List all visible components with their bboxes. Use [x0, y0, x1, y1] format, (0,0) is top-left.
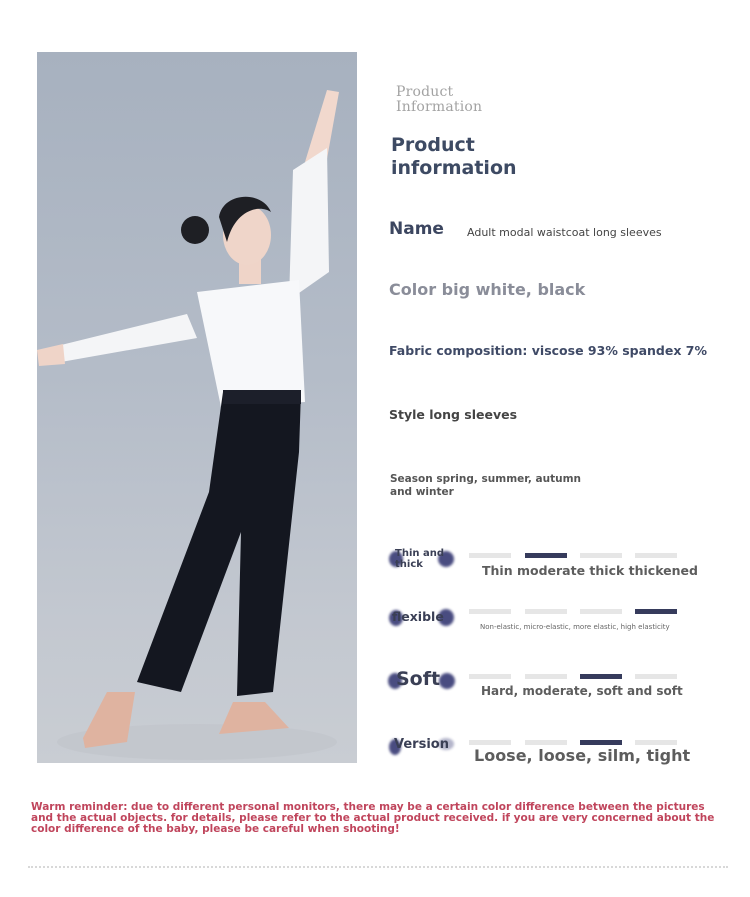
marker-dot — [439, 673, 455, 689]
level-bar — [580, 553, 622, 558]
level-bar — [635, 740, 677, 745]
level-bar — [525, 609, 567, 614]
level-bar — [525, 740, 567, 745]
level-bar — [635, 674, 677, 679]
attribute-row-elasticity — [386, 605, 726, 637]
level-bar-active — [635, 609, 677, 614]
attribute-description: Loose, loose, silm, tight — [474, 746, 691, 765]
color-info: Color big white, black — [389, 280, 586, 299]
level-bar — [635, 553, 677, 558]
attribute-description: Hard, moderate, soft and soft — [481, 684, 683, 698]
level-bar — [469, 553, 511, 558]
product-photo — [37, 52, 357, 763]
name-value: Adult modal waistcoat long sleeves — [467, 226, 662, 239]
attribute-description: Non-elastic, micro-elastic, more elastic, high elasticity — [480, 623, 670, 631]
attribute-row-softness — [386, 667, 726, 703]
attribute-label: Soft — [396, 668, 441, 690]
level-bar — [469, 674, 511, 679]
level-bar — [580, 609, 622, 614]
dancer-illustration — [37, 52, 357, 763]
footer-divider — [28, 866, 728, 868]
level-bar-active — [580, 674, 622, 679]
color-difference-notice: Warm reminder: due to different personal monitors, there may be a certain color difference between the pictures and the actual objects. for details, please refer to the actual product received. if you are very concerned about the color difference of the baby, please be careful when shooting! — [31, 801, 715, 835]
section-eyebrow: Product Information — [396, 84, 483, 115]
season-info: Season spring, summer, autumn and winter — [390, 473, 582, 498]
attribute-row-thickness — [386, 545, 726, 585]
level-bar — [469, 609, 511, 614]
attribute-row-fit — [386, 735, 726, 771]
fabric-info: Fabric composition: viscose 93% spandex 7% — [389, 343, 707, 358]
section-title: Product information — [391, 134, 517, 179]
attribute-label: flexible — [392, 609, 444, 624]
level-bar-active — [525, 553, 567, 558]
level-bar — [525, 674, 567, 679]
attribute-label: Thin and thick — [395, 548, 444, 570]
attribute-label: Version — [394, 737, 449, 752]
level-bar-active — [580, 740, 622, 745]
attribute-description: Thin moderate thick thickened — [482, 563, 698, 578]
style-info: Style long sleeves — [389, 407, 518, 422]
name-label: Name — [389, 219, 444, 239]
level-bar — [469, 740, 511, 745]
